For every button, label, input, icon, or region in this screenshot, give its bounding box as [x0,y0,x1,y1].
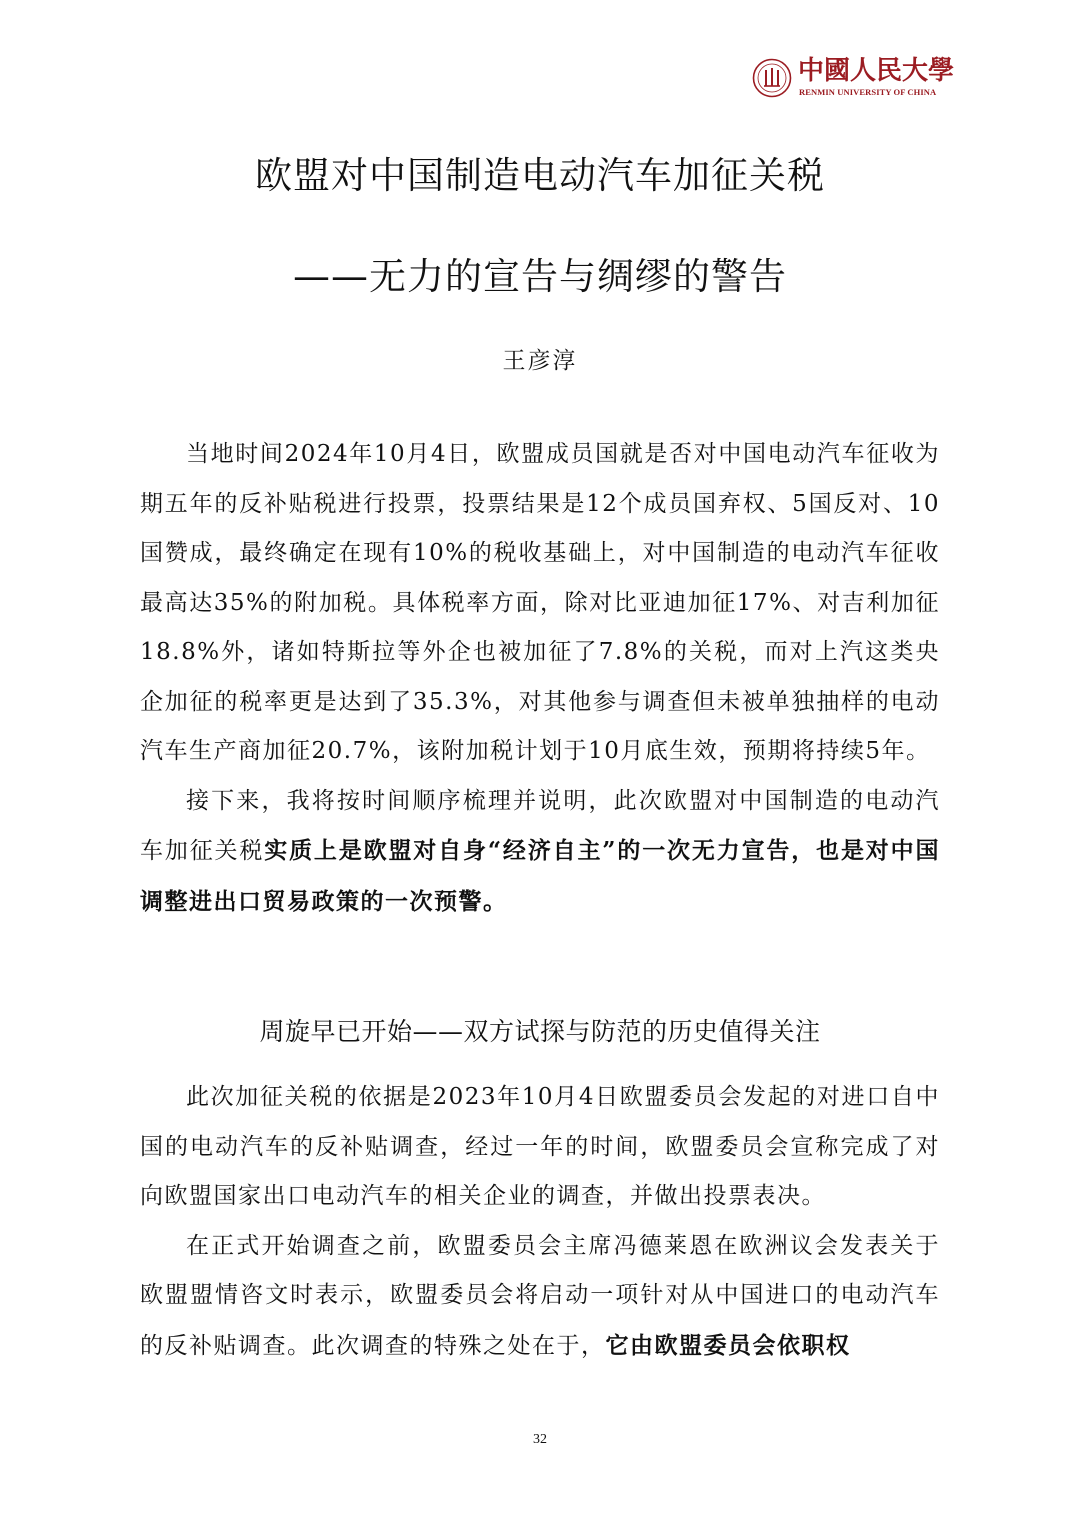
paragraph-text: 接下来，我将按时间顺序梳理并说明，此次欧盟对中国制造的电动汽车加征关税 [140,787,940,864]
paragraph-bold-text: 它由欧盟委员会依职权 [605,1331,851,1359]
logo-english-name: RENMIN UNIVERSITY OF CHINA [799,87,937,97]
article-title: 欧盟对中国制造电动汽车加征关税 [255,154,825,197]
paragraph-text: 在正式开始调查之前，欧盟委员会主席冯德莱恩在欧洲议会发表关于欧盟盟情咨文时表示，欧盟委员会将启动一项针对从中国进口的电动汽车的反补贴调查。此次调查的特殊之处在于， [140,1232,940,1359]
paragraph-bold-text: 实质上是欧盟对自身“经济自主”的一次无力宣告，也是对中国调整进出口贸易政策的一次预警。 [140,837,941,915]
section-heading: 周旋早已开始——双方试探与防范的历史值得关注 [259,1017,821,1046]
author-name: 王彦淳 [502,348,578,374]
university-seal-icon [752,58,792,98]
university-logo [752,56,955,104]
paragraph [140,777,940,928]
logo-chinese-name: 中國人民大學 [798,56,955,86]
paragraph: 此次加征关税的依据是2023年10月4日欧盟委员会发起的对进口自中国的电动汽车的反补贴调查，经过一年的时间，欧盟委员会宣称完成了对向欧盟国家出口电动汽车的相关企业的调查，并做出投票表决。 [140,1084,940,1209]
paragraph [140,1222,940,1372]
page-number: 32 [533,1432,547,1447]
paragraph: 当地时间2024年10月4日，欧盟成员国就是否对中国电动汽车征收为期五年的反补贴税进行投票，投票结果是12个成员国弃权、5国反对、10国赞成，最终确定在现有10%的税收基础上，对中国制造的电动汽车征收最高达35%的附加税。具体税率方面，除对比亚迪加征17%、对吉利加征18.8%外，诸如特斯拉等外企也被加征了7.8%的关税，而对上汽这类央企加征的税率更是达到了35.3%，对其他参与调查但未被单独抽样的电动汽车生产商加征20.7%，该附加税计划于10月底生效，预期将持续5年。 [140,441,940,764]
intro-section [140,430,940,927]
article-subtitle: ——无力的宣告与绸缪的警告 [293,255,787,298]
history-section [140,1073,940,1371]
